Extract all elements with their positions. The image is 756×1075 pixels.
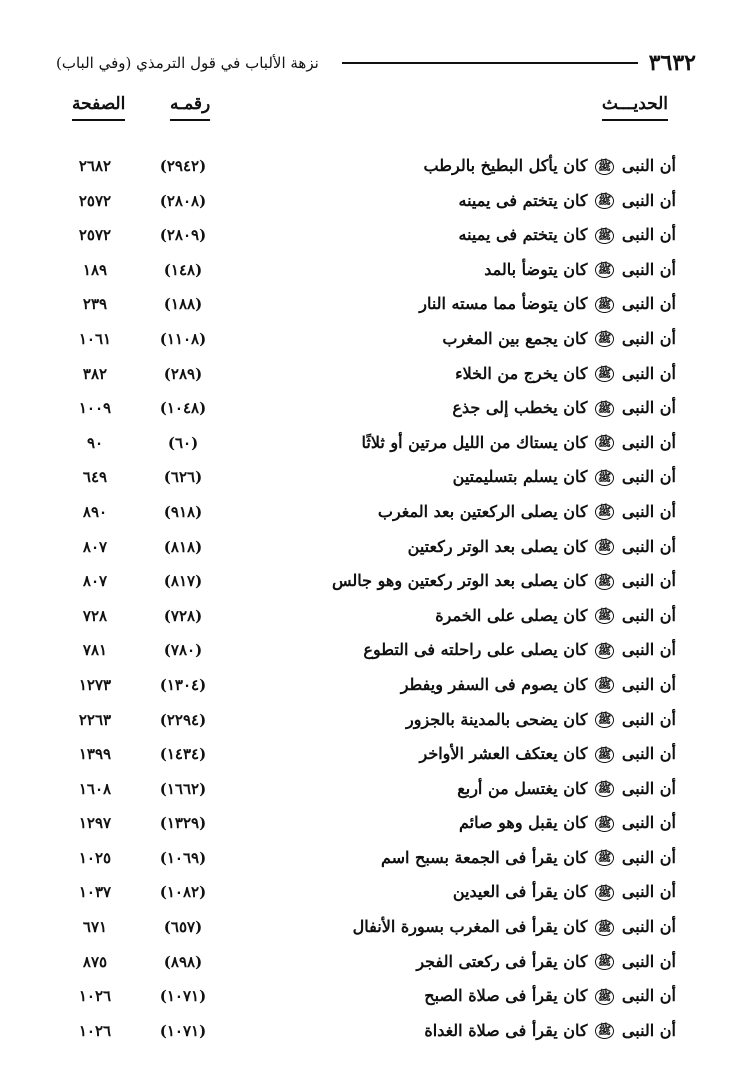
hadith-number: (٨٩٨) [163, 952, 203, 971]
hadith-number: (١٠٤٨) [159, 399, 207, 418]
hadith-suffix: كان يخرج من الخلاء [455, 363, 588, 383]
salutation-icon: ﷺ [595, 297, 614, 313]
running-title: نزهة الألباب في قول الترمذي (وفي الباب) [56, 54, 319, 72]
hadith-number: (٦٢٦) [163, 468, 203, 487]
hadith-text [420, 739, 676, 769]
index-row [60, 497, 676, 532]
salutation-icon: ﷺ [595, 504, 614, 520]
index-row [60, 601, 676, 636]
index-row [60, 774, 676, 809]
salutation-icon: ﷺ [595, 989, 614, 1005]
index-row [60, 186, 676, 221]
page-reference: ٨٠٧ [82, 572, 108, 591]
hadith-prefix: أن النبى [621, 432, 676, 452]
page-reference: ٧٢٨ [82, 606, 108, 625]
hadith-prefix: أن النبى [621, 294, 676, 314]
hadith-number: (١٤٨) [163, 260, 203, 279]
page-header [56, 50, 696, 76]
hadith-suffix: كان يخطب إلى جذع [452, 398, 588, 418]
hadith-number: (٨١٨) [163, 537, 203, 556]
index-row [60, 359, 676, 394]
hadith-suffix: كان يصوم فى السفر ويفطر [400, 674, 588, 694]
hadith-prefix: أن النبى [621, 328, 676, 348]
page-reference: ٢٢٦٣ [78, 710, 112, 729]
hadith-prefix: أن النبى [621, 536, 676, 556]
page-reference: ٣٨٢ [82, 364, 108, 383]
index-list [60, 151, 676, 1050]
hadith-suffix: كان يصلى بعد الوتر ركعتين [407, 536, 588, 556]
hadith-number: (١٠٧١) [159, 987, 207, 1006]
salutation-icon: ﷺ [595, 262, 614, 278]
hadith-number: (١٣٠٤) [159, 675, 207, 694]
hadith-number: (١٠٦٩) [159, 848, 207, 867]
page-reference: ٢٥٧٢ [78, 191, 112, 210]
page-reference: ٩٠ [86, 433, 104, 452]
salutation-icon: ﷺ [595, 850, 614, 866]
page-reference: ١٠٢٥ [78, 848, 112, 867]
salutation-icon: ﷺ [595, 712, 614, 728]
hadith-suffix: كان يقرأ فى الجمعة بسبح اسم [380, 847, 588, 867]
hadith-text [424, 981, 676, 1011]
index-row [60, 877, 676, 912]
hadith-number: (٢٨٠٩) [159, 226, 207, 245]
page-reference: ٦٧١ [82, 918, 108, 937]
hadith-suffix: كان يصلى الركعتين بعد المغرب [377, 501, 588, 521]
hadith-number: (١٣٢٩) [159, 814, 207, 833]
hadith-prefix: أن النبى [621, 190, 676, 210]
salutation-icon: ﷺ [595, 401, 614, 417]
salutation-icon: ﷺ [595, 608, 614, 624]
hadith-number: (٢٢٩٤) [159, 710, 207, 729]
header-rule [342, 62, 638, 64]
index-row [60, 705, 676, 740]
hadith-prefix: أن النبى [621, 813, 676, 833]
hadith-suffix: كان يقرأ فى العيدين [452, 882, 588, 902]
salutation-icon: ﷺ [595, 920, 614, 936]
hadith-number: (٦٥٧) [163, 918, 203, 937]
hadith-suffix: كان يصلى على الخمرة [435, 605, 588, 625]
hadith-suffix: كان يستاك من الليل مرتين أو ثلاثًا [361, 432, 588, 452]
hadith-text [401, 670, 676, 700]
index-row [60, 393, 676, 428]
page-reference: ١٢٧٣ [78, 675, 112, 694]
hadith-number: (١٨٨) [163, 295, 203, 314]
index-row [60, 255, 676, 290]
hadith-prefix: أن النبى [621, 847, 676, 867]
page-reference: ١٣٩٩ [78, 745, 112, 764]
hadith-text [457, 774, 676, 804]
hadith-number: (٧٨٠) [163, 641, 203, 660]
index-row [60, 428, 676, 463]
hadith-prefix: أن النبى [621, 986, 676, 1006]
page-reference: ٢٥٧٢ [78, 226, 112, 245]
hadith-prefix: أن النبى [621, 951, 676, 971]
column-header-page: الصفحة [72, 92, 125, 121]
hadith-text [452, 393, 676, 423]
page-reference: ١٠٢٦ [78, 1021, 112, 1040]
index-row [60, 981, 676, 1016]
page-reference: ٨٧٥ [82, 952, 108, 971]
index-row [60, 947, 676, 982]
hadith-suffix: كان يجمع بين المغرب [442, 328, 588, 348]
hadith-suffix: كان يغتسل من أربع [457, 778, 588, 798]
hadith-number: (١٦٦٢) [159, 779, 207, 798]
hadith-prefix: أن النبى [621, 1020, 676, 1040]
hadith-prefix: أن النبى [621, 156, 676, 175]
hadith-text [406, 705, 676, 735]
hadith-text [363, 635, 676, 665]
salutation-icon: ﷺ [595, 435, 614, 451]
hadith-prefix: أن النبى [621, 571, 676, 591]
salutation-icon: ﷺ [595, 885, 614, 901]
hadith-number: (٧٢٨) [163, 606, 203, 625]
hadith-text [416, 947, 676, 977]
hadith-suffix: كان يضحى بالمدينة بالجزور [406, 709, 588, 729]
hadith-text [424, 1016, 676, 1046]
hadith-suffix: كان يأكل البطيخ بالرطب [423, 156, 588, 175]
hadith-prefix: أن النبى [621, 363, 676, 383]
index-row [60, 151, 676, 186]
page-reference: ٨٠٧ [82, 537, 108, 556]
hadith-text [378, 497, 676, 527]
hadith-suffix: كان يتوضأ بالمد [484, 259, 588, 279]
hadith-prefix: أن النبى [621, 709, 676, 729]
page-reference: ١٦٠٨ [78, 779, 112, 798]
hadith-prefix: أن النبى [621, 744, 676, 764]
hadith-prefix: أن النبى [621, 882, 676, 902]
hadith-number: (٢٨٠٨) [159, 191, 207, 210]
hadith-text [453, 462, 676, 492]
hadith-prefix: أن النبى [621, 778, 676, 798]
page-reference: ١٠٠٩ [78, 399, 112, 418]
hadith-text [459, 808, 676, 838]
salutation-icon: ﷺ [595, 643, 614, 659]
hadith-text [455, 359, 676, 389]
hadith-text [484, 255, 676, 285]
index-row [60, 912, 676, 947]
salutation-icon: ﷺ [595, 1023, 614, 1039]
page-reference: ٧٨١ [82, 641, 108, 660]
hadith-number: (٢٨٩) [163, 364, 203, 383]
hadith-suffix: كان يتختم فى يمينه [458, 225, 588, 245]
hadith-prefix: أن النبى [621, 917, 676, 937]
hadith-text [332, 566, 676, 596]
hadith-text [459, 186, 677, 216]
salutation-icon: ﷺ [595, 677, 614, 693]
hadith-number: (٢٩٤٢) [159, 157, 207, 175]
hadith-text [362, 428, 676, 458]
index-row [60, 635, 676, 670]
salutation-icon: ﷺ [595, 159, 614, 175]
hadith-suffix: كان يصلى بعد الوتر ركعتين وهو جالس [332, 571, 588, 591]
hadith-number: (١٠٧١) [159, 1021, 207, 1040]
page-reference: ٢٣٩ [82, 295, 108, 314]
salutation-icon: ﷺ [595, 193, 614, 209]
salutation-icon: ﷺ [595, 331, 614, 347]
hadith-prefix: أن النبى [621, 398, 676, 418]
index-row [60, 739, 676, 774]
hadith-text [442, 324, 676, 354]
hadith-suffix: كان يقرأ فى المغرب بسورة الأنفال [352, 917, 588, 937]
salutation-icon: ﷺ [595, 470, 614, 486]
hadith-suffix: كان يقبل وهو صائم [459, 813, 588, 833]
hadith-suffix: كان يقرأ فى ركعتى الفجر [416, 951, 588, 971]
hadith-prefix: أن النبى [621, 259, 676, 279]
hadith-prefix: أن النبى [621, 640, 676, 660]
hadith-suffix: كان يتوضأ مما مسته النار [419, 294, 588, 314]
page-reference: ٦٤٩ [82, 468, 108, 487]
page-reference: ١٠٦١ [78, 329, 112, 348]
hadith-number: (١٤٣٤) [159, 745, 207, 764]
hadith-number: (١٠٨٢) [159, 883, 207, 902]
column-headers [60, 92, 670, 124]
hadith-suffix: كان يصلى على راحلته فى التطوع [363, 640, 588, 660]
index-row [60, 670, 676, 705]
index-row [60, 532, 676, 567]
hadith-suffix: كان يقرأ فى صلاة الغداة [424, 1020, 588, 1040]
hadith-prefix: أن النبى [621, 605, 676, 625]
page-reference: ١٠٣٧ [78, 883, 112, 902]
hadith-suffix: كان يتختم فى يمينه [458, 190, 588, 210]
page-reference: ١٠٢٦ [78, 987, 112, 1006]
page-reference: ٨٩٠ [82, 502, 108, 521]
hadith-prefix: أن النبى [621, 501, 676, 521]
hadith-prefix: أن النبى [621, 467, 676, 487]
hadith-text [453, 877, 676, 907]
index-row [60, 324, 676, 359]
hadith-text [424, 151, 676, 181]
salutation-icon: ﷺ [595, 954, 614, 970]
hadith-suffix: كان يقرأ فى صلاة الصبح [424, 986, 588, 1006]
index-row [60, 220, 676, 255]
hadith-suffix: كان يعتكف العشر الأواخر [419, 744, 588, 764]
salutation-icon: ﷺ [595, 781, 614, 797]
hadith-text [419, 289, 676, 319]
page-reference: ١٨٩ [82, 260, 108, 279]
index-row [60, 1016, 676, 1051]
salutation-icon: ﷺ [595, 366, 614, 382]
page-number: ٣٦٣٢ [648, 50, 696, 76]
hadith-number: (١١٠٨) [159, 329, 207, 348]
index-row [60, 566, 676, 601]
hadith-number: (٨١٧) [163, 572, 203, 591]
hadith-text [435, 601, 676, 631]
hadith-text [381, 843, 676, 873]
index-row [60, 808, 676, 843]
salutation-icon: ﷺ [595, 228, 614, 244]
hadith-prefix: أن النبى [621, 225, 676, 245]
hadith-text [408, 532, 676, 562]
hadith-number: (٦٠) [167, 433, 199, 452]
column-header-number: رقمـه [170, 92, 210, 121]
index-row [60, 843, 676, 878]
salutation-icon: ﷺ [595, 539, 614, 555]
salutation-icon: ﷺ [595, 816, 614, 832]
hadith-text [459, 220, 677, 250]
hadith-text [353, 912, 676, 942]
page-reference: ١٢٩٧ [78, 814, 112, 833]
hadith-prefix: أن النبى [621, 674, 676, 694]
salutation-icon: ﷺ [595, 747, 614, 763]
hadith-suffix: كان يسلم بتسليمتين [452, 467, 588, 487]
salutation-icon: ﷺ [595, 574, 614, 590]
index-row [60, 462, 676, 497]
page-reference: ٢٦٨٢ [78, 157, 112, 175]
hadith-number: (٩١٨) [163, 502, 203, 521]
index-row [60, 289, 676, 324]
column-header-hadith: الحديـــث [602, 92, 668, 121]
